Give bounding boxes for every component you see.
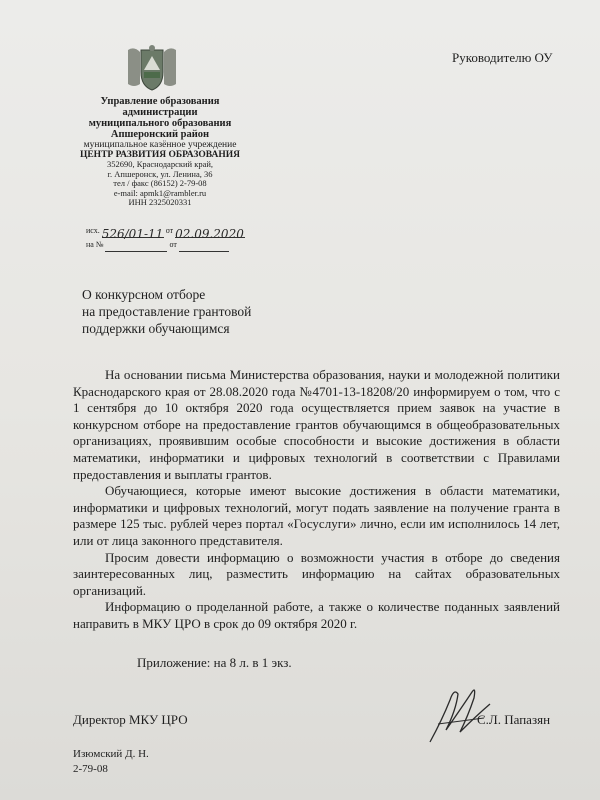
coat-of-arms-emblem [124,44,180,92]
outgoing-prefix: исх. [86,226,100,235]
incoming-reference [86,238,245,252]
outgoing-date: 02.09.2020 [175,227,244,241]
institution-name: ЦЕНТР РАЗВИТИЯ ОБРАЗОВАНИЯ [79,150,241,160]
body-paragraph: Информацию о проделанной работе, а также о количестве поданных заявлений направить в МКУ ЦРО в срок до 09 октября 2020 г. [73,599,560,631]
signatory-position: Директор МКУ ЦРО [73,712,188,727]
executor-phone: 2-79-08 [73,763,108,775]
incoming-date-line [179,241,229,252]
org-line: муниципального образования [88,118,232,129]
body-paragraph: Просим довести информацию о возможности участия в отборе до сведения заинтересованных лиц, разместить информацию на сайтах образовательных организаций. [73,549,560,598]
body-paragraph: Обучающиеся, которые имеют высокие достижения в области математики, информатики и цифровых технологий, могут подать заявление на получение гранта в размере 125 тыс. рублей через портал «Госуслуги» лично, если им исполнилось 14 лет, или от лица законного представителя. [73,483,560,548]
phone-fax: тел / факс (86152) 2-79-08 [113,178,207,188]
letter-subject [82,286,251,337]
outgoing-date-prefix: от [165,226,174,235]
outgoing-number: 526/01-11 [101,227,164,241]
org-line: Апшеронский район [110,129,210,140]
subject-line: поддержки обучающимся [82,321,230,336]
incoming-prefix: на № [86,240,104,249]
executor-name: Изюмский Д. Н. [73,748,149,760]
inn: ИНН 2325020331 [128,197,192,207]
recipient: Руководителю ОУ [452,50,553,65]
address-line: г. Апшеронск, ул. Ленина, 36 [107,168,213,179]
org-line: Управление образования [100,96,220,107]
attachment-note: Приложение: на 8 л. в 1 экз. [137,655,292,670]
signatory-name: С.Л. Папазян [477,712,551,727]
letterhead [50,96,270,208]
letter-body [73,367,560,633]
incoming-date-prefix: от [169,240,177,249]
outgoing-reference [86,224,245,241]
subject-line: на предоставление грантовой [82,304,252,319]
institution-type: муниципальное казённое учреждение [83,140,237,150]
email: e-mail: apmk1@rambler.ru [113,187,207,198]
subject-line: О конкурсном отборе [82,287,206,302]
executor-block [73,747,149,777]
org-line: администрации [122,107,198,118]
body-paragraph: На основании письма Министерства образования, науки и молодежной политики Краснодарского края от 28.08.2020 года №4701-13-18208/20 информируем о том, что с 1 сентября до 10 октября 2020 года осуществляется прием заявок на участие в конкурсном отборе на предоставление грантов обучающимся в общеобразовательных организациях, проявившим особые способности и высокие достижения в области математики, информатики и цифровых технологий в соответствии с Правилами предоставления и выплаты грантов. [73,367,560,482]
reference-block [86,224,245,252]
address-line: 352690, Краснодарский край, [106,159,214,169]
incoming-number-line [105,241,167,252]
